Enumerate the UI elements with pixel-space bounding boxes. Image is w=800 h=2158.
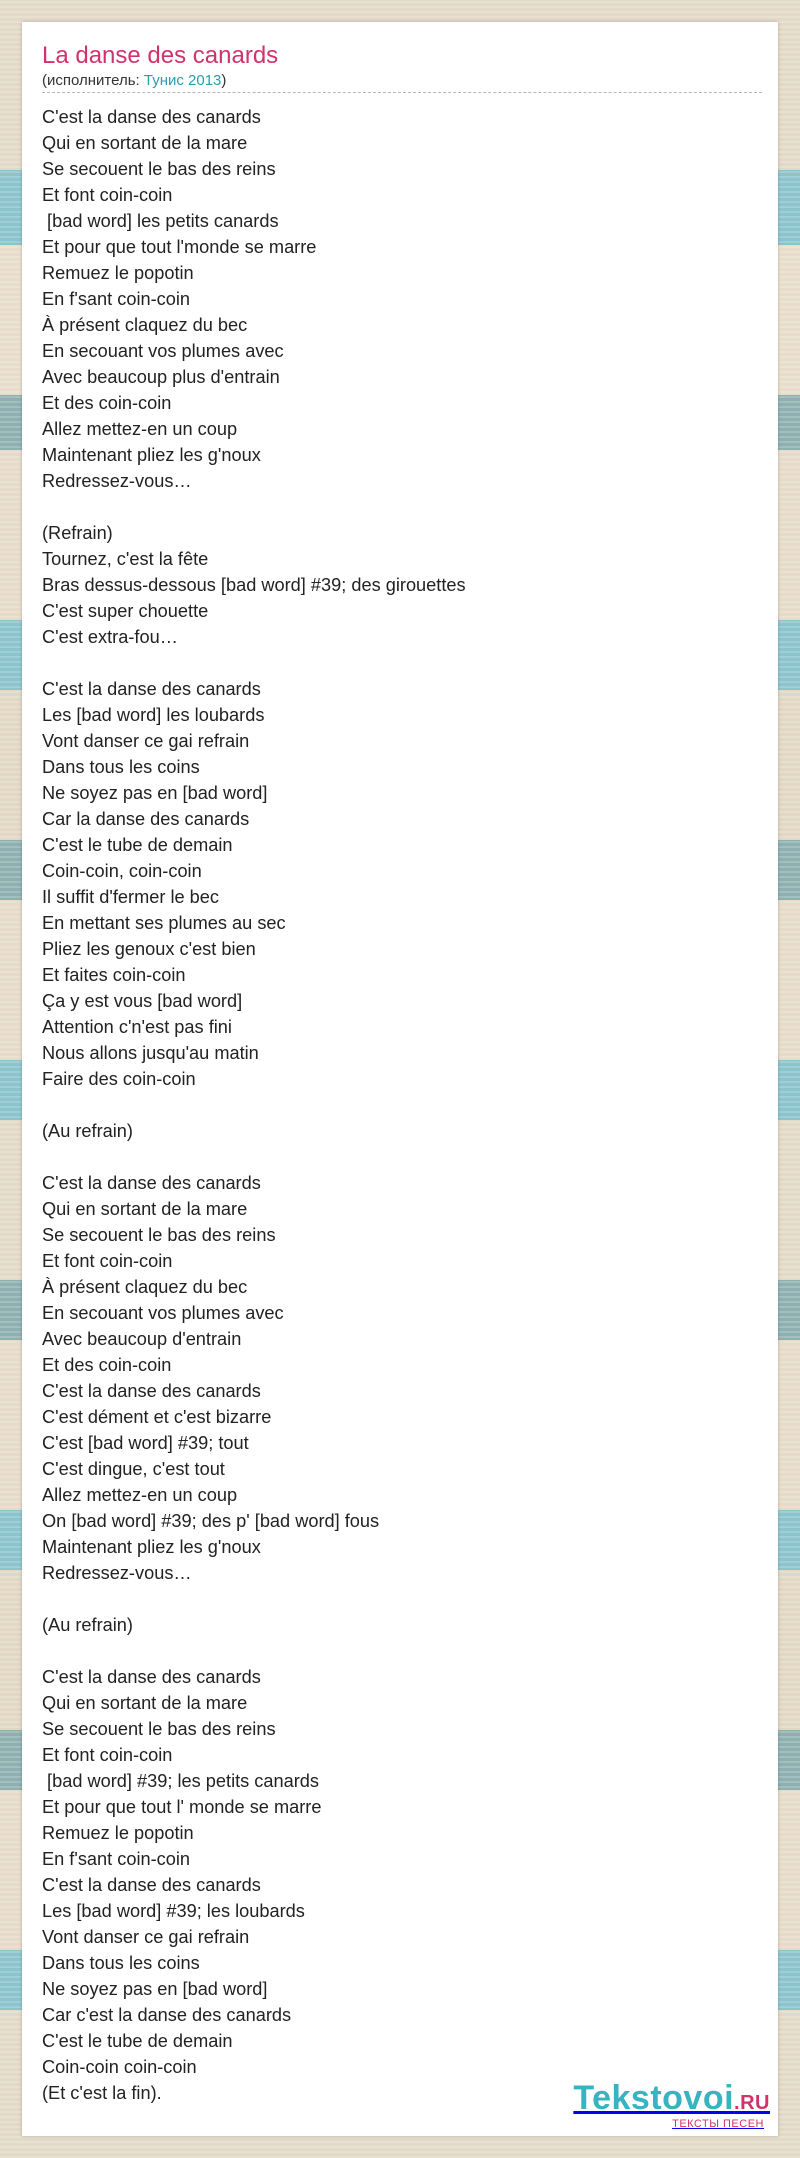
lyrics-line: Faire des coin-coin — [42, 1069, 196, 1089]
lyrics-line: Pliez les genoux c'est bien — [42, 939, 256, 959]
lyrics-line: Qui en sortant de la mare — [42, 1199, 248, 1219]
logo-name: Tekstovoi — [573, 2079, 735, 2117]
lyrics-line: C'est la danse des canards — [42, 1381, 261, 1401]
lyrics-blank-line — [42, 1638, 466, 1664]
lyrics-blank-line — [42, 1144, 466, 1170]
lyrics-line: Car c'est la danse des canards — [42, 2005, 292, 2025]
lyrics-line: Vont danser ce gai refrain — [42, 1927, 250, 1947]
lyrics-line: [bad word] les petits canards — [42, 211, 279, 231]
lyrics-line: Se secouent le bas des reins — [42, 1225, 276, 1245]
lyrics-line: C'est la danse des canards — [42, 1667, 261, 1687]
title-divider — [42, 92, 762, 93]
lyrics-line: C'est [bad word] #39; tout — [42, 1433, 249, 1453]
lyrics-line: Et des coin-coin — [42, 393, 172, 413]
song-title: La danse des canards — [42, 42, 279, 69]
lyrics-line: Remuez le popotin — [42, 263, 194, 283]
lyrics-line: C'est le tube de demain — [42, 835, 233, 855]
lyrics-line: À présent claquez du bec — [42, 315, 248, 335]
lyrics-line: [bad word] #39; les petits canards — [42, 1771, 320, 1791]
lyrics-line: Qui en sortant de la mare — [42, 1693, 248, 1713]
artist-link[interactable]: Тунис 2013 — [143, 72, 222, 89]
artist-prefix: (исполнитель: — [42, 72, 144, 89]
lyrics-blank-line — [42, 1586, 466, 1612]
lyrics-line: Maintenant pliez les g'noux — [42, 445, 261, 465]
lyrics-line: Bras dessus-dessous [bad word] #39; des girouettes — [42, 575, 466, 595]
lyrics-line: En secouant vos plumes avec — [42, 341, 284, 361]
lyrics-line: (Et c'est la fin). — [42, 2083, 162, 2103]
lyrics-line: Et font coin-coin — [42, 1745, 173, 1765]
site-logo[interactable] — [573, 2081, 770, 2130]
lyrics-line: C'est la danse des canards — [42, 1875, 261, 1895]
lyrics-line: Tournez, c'est la fête — [42, 549, 209, 569]
lyrics-line: Redressez-vous… — [42, 471, 192, 491]
lyrics-line: En f'sant coin-coin — [42, 289, 191, 309]
lyrics-line: Avec beaucoup d'entrain — [42, 1329, 242, 1349]
lyrics-line: Allez mettez-en un coup — [42, 419, 238, 439]
lyrics-line: En f'sant coin-coin — [42, 1849, 191, 1869]
lyrics-line: C'est extra-fou… — [42, 627, 178, 647]
lyrics-line: À présent claquez du bec — [42, 1277, 248, 1297]
lyrics-line: Se secouent le bas des reins — [42, 159, 276, 179]
lyrics-line: Avec beaucoup plus d'entrain — [42, 367, 280, 387]
lyrics-line: C'est le tube de demain — [42, 2031, 233, 2051]
lyrics-line: Et font coin-coin — [42, 1251, 173, 1271]
lyrics-line: En secouant vos plumes avec — [42, 1303, 284, 1323]
lyrics-line: Ne soyez pas en [bad word] — [42, 783, 268, 803]
lyrics-line: Il suffit d'fermer le bec — [42, 887, 219, 907]
logo-wordmark — [573, 2081, 770, 2120]
lyrics-line: On [bad word] #39; des p' [bad word] fous — [42, 1511, 380, 1531]
lyrics-line: Les [bad word] #39; les loubards — [42, 1901, 305, 1921]
lyrics-line: Ça y est vous [bad word] — [42, 991, 243, 1011]
lyrics-line: Maintenant pliez les g'noux — [42, 1537, 261, 1557]
lyrics-line: Allez mettez-en un coup — [42, 1485, 238, 1505]
lyrics-line: Dans tous les coins — [42, 1953, 200, 1973]
lyrics-line: C'est la danse des canards — [42, 1173, 261, 1193]
lyrics-line: (Au refrain) — [42, 1121, 133, 1141]
lyrics-line: C'est dément et c'est bizarre — [42, 1407, 272, 1427]
logo-tld: .RU — [734, 2092, 770, 2114]
lyrics-line: Attention c'n'est pas fini — [42, 1017, 232, 1037]
lyrics-line: Vont danser ce gai refrain — [42, 731, 250, 751]
artist-suffix: ) — [221, 72, 227, 89]
lyrics-blank-line — [42, 494, 466, 520]
lyrics-card — [22, 22, 778, 2136]
lyrics-line: Coin-coin coin-coin — [42, 2057, 197, 2077]
lyrics-blank-line — [42, 1092, 466, 1118]
lyrics-line: Dans tous les coins — [42, 757, 200, 777]
lyrics-line: Et faites coin-coin — [42, 965, 186, 985]
lyrics-line: (Au refrain) — [42, 1615, 133, 1635]
lyrics-line: Coin-coin, coin-coin — [42, 861, 202, 881]
lyrics-line: Redressez-vous… — [42, 1563, 192, 1583]
lyrics-line: (Refrain) — [42, 523, 113, 543]
lyrics-line: En mettant ses plumes au sec — [42, 913, 286, 933]
lyrics-line: Et pour que tout l'monde se marre — [42, 237, 317, 257]
logo-tagline: ТЕКСТЫ ПЕСЕН — [672, 2118, 764, 2130]
lyrics-line: Se secouent le bas des reins — [42, 1719, 276, 1739]
lyrics-line: Nous allons jusqu'au matin — [42, 1043, 259, 1063]
lyrics-text — [42, 104, 466, 2106]
lyrics-blank-line — [42, 650, 466, 676]
lyrics-line: C'est la danse des canards — [42, 679, 261, 699]
lyrics-line: Et des coin-coin — [42, 1355, 172, 1375]
lyrics-line: Car la danse des canards — [42, 809, 250, 829]
lyrics-line: C'est dingue, c'est tout — [42, 1459, 225, 1479]
lyrics-line: C'est super chouette — [42, 601, 209, 621]
lyrics-line: Et pour que tout l' monde se marre — [42, 1797, 322, 1817]
lyrics-line: Ne soyez pas en [bad word] — [42, 1979, 268, 1999]
artist-line — [42, 72, 226, 90]
lyrics-line: Et font coin-coin — [42, 185, 173, 205]
lyrics-line: C'est la danse des canards — [42, 107, 261, 127]
lyrics-line: Remuez le popotin — [42, 1823, 194, 1843]
lyrics-line: Les [bad word] les loubards — [42, 705, 265, 725]
lyrics-line: Qui en sortant de la mare — [42, 133, 248, 153]
